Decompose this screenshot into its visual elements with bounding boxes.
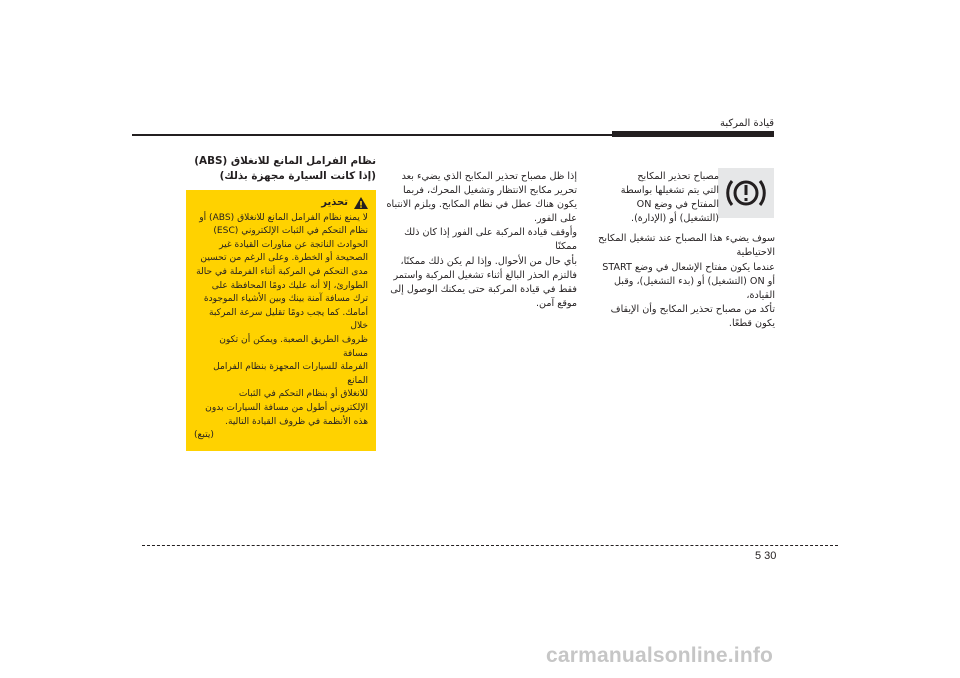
section-title: قيادة المركبة <box>720 118 774 129</box>
heading-line: نظام الفرامل المانع للانغلاق (ABS) <box>194 155 376 167</box>
caution-box <box>186 190 376 451</box>
warning-triangle-icon <box>354 197 368 209</box>
caution-line: مدى التحكم في المركبة أثناء الفرملة في حالة <box>196 266 368 277</box>
heading-line: (إذا كانت السيارة مجهزة بذلك) <box>219 170 376 182</box>
caution-line: الطوارئ، إلا أنه عليك دومًا المحافظة على <box>211 280 368 291</box>
text-line: تحرير مكابح الانتظار وتشغيل المحرك، فربما <box>402 185 577 197</box>
text-line: يكون قطعًا. <box>728 317 775 329</box>
caution-line: الصحيحة أو الخطرة. وعلى الرغم من تحسين <box>200 253 368 264</box>
text-line: وأوقف قيادة المركبة على الفور إذا كان ذلك ممكنًا <box>404 227 577 253</box>
left-column <box>186 154 376 451</box>
footer-rule <box>142 545 838 546</box>
text-line: يكون هناك عطل في نظام المكابح. ويلزم الانتباه <box>386 199 577 211</box>
middle-column <box>385 170 577 311</box>
text-line: سوف يضيء هذا المصباح عند تشغيل المكابح الاحتياطية <box>598 233 775 259</box>
caution-line: ترك مسافة آمنة بينك وبين الأشياء الموجودة <box>203 294 368 305</box>
caution-line: هذه الأنظمة في ظروف القيادة التالية. <box>225 416 368 427</box>
caution-line: نظام التحكم في الثبات الإلكتروني (ESC) <box>213 226 368 237</box>
text-line: مصباح تحذير المكابح <box>637 171 719 182</box>
caution-title-text: تحذير <box>321 197 348 208</box>
text-line: موقع آمن. <box>536 297 577 309</box>
section-heading <box>186 154 376 184</box>
text-line: المفتاح في وضع ON <box>636 199 719 211</box>
caution-line: أمامك. كما يجب دومًا تقليل سرعة المركبة خلال <box>209 307 368 332</box>
text-line: تأكد من مصباح تحذير المكابح وأن الإيقاف <box>610 303 775 315</box>
caution-line: الإلكتروني أطول من مسافة السيارات بدون <box>205 402 368 413</box>
text-line: فالتزم الحذر البالغ أثناء تشغيل المركبة واستمر <box>393 269 577 281</box>
caution-line: الحوادث الناتجة عن مناورات القيادة غير <box>219 239 368 250</box>
caution-line: لا يمنع نظام الفرامل المانع للانغلاق (ABS) أو <box>199 212 368 223</box>
text-line: أو ON (التشغيل) أو (بدء التشغيل)، وقبل القيادة، <box>614 275 775 301</box>
text-line: (التشغيل) أو (الإدارة). <box>631 213 719 225</box>
right-column <box>590 170 775 331</box>
text-line: بأي حال من الأحوال. وإذا لم يكن ذلك ممكنًا، <box>400 255 577 267</box>
text-line: عندما يكون مفتاح الإشعال في وضع START <box>602 261 775 273</box>
caution-title <box>194 196 368 210</box>
text-line: فقط في قيادة المركبة حتى يمكنك الوصول إلى <box>390 283 577 295</box>
caution-line: الفرملة للسيارات المجهزة بنظام الفرامل المانع <box>213 362 368 386</box>
text-line: إذا ظل مصباح تحذير المكابح الذي يضيء بعد <box>401 171 577 182</box>
continued-label: (يتبع) <box>194 430 214 441</box>
text-line: على الفور. <box>533 213 577 225</box>
caution-line: للانغلاق أو بنظام التحكم في الثبات <box>238 389 368 400</box>
header-rule-accent <box>612 131 774 137</box>
caution-line: ظروف الطريق الصعبة. ويمكن أن تكون مسافة <box>219 334 368 359</box>
watermark: carmanualsonline.info <box>546 644 774 667</box>
text-line: التي يتم تشغيلها بواسطة <box>620 185 719 197</box>
page-number: 5 30 <box>755 550 777 562</box>
